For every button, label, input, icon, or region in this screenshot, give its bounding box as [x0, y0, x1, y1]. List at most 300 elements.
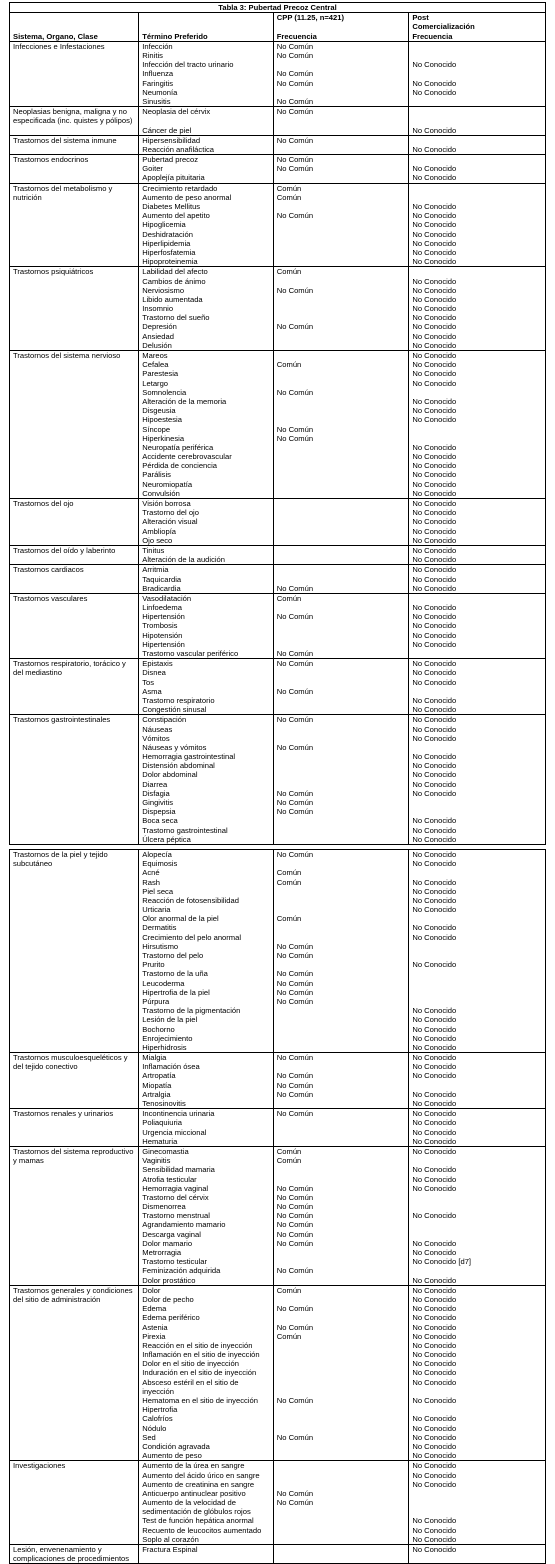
cpp-frequency	[277, 1405, 406, 1414]
cpp-frequency	[277, 1043, 406, 1052]
post-marketing-frequency: No Conocido	[412, 1089, 457, 1099]
post-marketing-heading: Post Comercialización	[409, 13, 546, 32]
preferred-term: Faringitis	[142, 78, 174, 88]
cpp-frequency	[277, 1099, 406, 1108]
post-marketing-frequency: No Conocido	[412, 849, 457, 859]
preferred-term: Reacción anafiláctica	[142, 144, 215, 154]
cpp-frequency	[277, 621, 406, 630]
post-marketing-frequency: No Conocido	[412, 1516, 457, 1526]
cpp-frequency	[277, 295, 406, 304]
post-marketing-frequency	[412, 425, 542, 434]
preferred-term	[142, 116, 270, 125]
preferred-term-cell	[139, 1545, 274, 1564]
preferred-term: Asma	[142, 686, 162, 696]
preferred-term: Trastorno del cérvix	[142, 1192, 209, 1202]
preferred-term: Delusión	[142, 340, 172, 350]
post-marketing-frequency-cell	[409, 1109, 546, 1147]
preferred-term: Aumento de peso anormal	[142, 192, 232, 202]
post-marketing-frequency: No Conocido	[412, 144, 457, 154]
preferred-term: Alteración visual	[142, 517, 198, 527]
post-marketing-frequency: No Conocido	[412, 932, 457, 942]
post-marketing-frequency: No Conocido	[412, 1127, 457, 1137]
cpp-frequency: No Común	[276, 1220, 314, 1230]
cpp-frequency	[277, 304, 406, 313]
cpp-frequency	[277, 1006, 406, 1015]
preferred-term: Aumento del apetito	[142, 211, 210, 221]
cpp-frequency	[277, 640, 406, 649]
preferred-term: Rash	[142, 877, 160, 887]
preferred-term-cell	[139, 267, 274, 351]
post-marketing-frequency	[412, 997, 542, 1006]
cpp-frequency	[277, 1313, 406, 1322]
cpp-frequency: No Común	[276, 51, 314, 60]
preferred-term: Hematuria	[142, 1136, 178, 1146]
preferred-term: Feminización adquirida	[142, 1266, 221, 1276]
post-marketing-frequency: No Conocido	[412, 1165, 457, 1175]
preferred-term: Hiperkinesia	[142, 433, 185, 443]
cpp-frequency	[277, 277, 406, 286]
post-marketing-frequency: No Conocido	[412, 238, 457, 248]
post-marketing-frequency	[412, 1202, 542, 1211]
post-marketing-frequency: No Conocido	[412, 639, 457, 649]
preferred-term: Ansiedad	[142, 331, 174, 341]
cpp-frequency: No Común	[276, 941, 314, 951]
preferred-term: Accidente cerebrovascular	[142, 452, 232, 462]
preferred-term: Influenza	[142, 69, 174, 79]
post-marketing-frequency-cell	[409, 351, 546, 499]
table-row	[10, 183, 546, 267]
table-row	[10, 1461, 546, 1545]
post-marketing-frequency: No Conocido	[412, 202, 457, 211]
post-frequency-heading: Frecuencia	[409, 32, 546, 42]
cpp-frequency	[277, 770, 406, 779]
preferred-term: Congestión sinusal	[142, 705, 207, 715]
cpp-frequency	[277, 1414, 406, 1423]
cpp-frequency: No Común	[276, 387, 314, 397]
post-marketing-frequency: No Conocido	[412, 276, 457, 286]
cpp-frequency-cell	[273, 659, 409, 715]
post-marketing-frequency	[412, 1507, 542, 1516]
post-marketing-frequency	[412, 434, 542, 443]
cpp-frequency	[277, 1341, 406, 1350]
post-marketing-frequency: No Conocido	[412, 788, 457, 798]
preferred-term: Disgeusia	[142, 406, 176, 416]
preferred-term: Neoplasia del cérvix	[142, 107, 211, 117]
preferred-term: Letargo	[142, 378, 169, 388]
preferred-term: Trastorno testicular	[142, 1257, 207, 1267]
post-marketing-frequency-cell	[409, 1053, 546, 1109]
system-organ-class: Neoplasias benigna, maligna y no especificada (inc. quistes y pólipos)	[10, 107, 139, 136]
post-marketing-frequency: No Conocido	[412, 705, 457, 715]
system-organ-class: Infecciones e Infestaciones	[10, 41, 139, 106]
post-marketing-frequency: No Conocido	[412, 508, 457, 518]
preferred-term: Trastorno respiratorio	[142, 695, 215, 705]
preferred-term: Náuseas	[142, 724, 173, 734]
preferred-term: Hiperhidrosis	[142, 1042, 187, 1052]
cpp-frequency: No Común	[276, 996, 314, 1006]
post-marketing-frequency: No Conocido	[412, 1033, 457, 1043]
preferred-term: Absceso estéril en el sitio de	[142, 1377, 239, 1387]
post-marketing-frequency: No Conocido	[412, 229, 457, 239]
preferred-term: Trastorno vascular periférico	[142, 649, 239, 658]
cpp-frequency	[277, 480, 406, 489]
post-marketing-frequency	[412, 184, 542, 193]
preferred-term: Trastorno gastrointestinal	[142, 825, 228, 835]
cpp-frequency-cell	[273, 1109, 409, 1147]
preferred-term: Mareos	[142, 351, 168, 360]
preferred-term: Boca seca	[142, 816, 178, 826]
post-marketing-frequency-cell	[409, 565, 546, 594]
post-marketing-frequency	[412, 649, 542, 658]
preferred-term: Mialgia	[142, 1053, 167, 1063]
post-marketing-frequency: No Conocido	[412, 1461, 457, 1471]
post-marketing-frequency: No Conocido	[412, 555, 457, 565]
post-marketing-frequency: No Conocido	[412, 724, 457, 734]
post-marketing-frequency: No Conocido	[412, 488, 457, 498]
preferred-term: Hipoproteinemia	[142, 257, 198, 267]
cpp-frequency: No Común	[276, 1488, 314, 1498]
cpp-frequency-cell	[273, 41, 409, 106]
preferred-term: Infección	[142, 41, 173, 51]
preferred-term: Recuento de leucocitos aumentado	[142, 1525, 262, 1535]
post-marketing-frequency: No Conocido	[412, 479, 457, 489]
post-marketing-frequency: No Conocido	[412, 1118, 457, 1128]
post-marketing-frequency-cell	[409, 41, 546, 106]
system-organ-class: Trastornos del sistema inmune	[10, 135, 139, 154]
preferred-term: sedimentación de glóbulos rojos	[142, 1507, 251, 1517]
cpp-frequency	[277, 1257, 406, 1266]
cpp-frequency: No Común	[276, 715, 314, 725]
post-marketing-frequency: No Conocido	[412, 733, 457, 743]
preferred-term: Acné	[142, 868, 160, 878]
system-organ-class: Trastornos del oído y laberinto	[10, 545, 139, 564]
cpp-frequency: No Común	[276, 987, 314, 997]
preferred-term-cell	[139, 41, 274, 106]
preferred-term: Artropatía	[142, 1071, 176, 1081]
preferred-term: Ojo seco	[142, 535, 173, 545]
cpp-frequency	[277, 517, 406, 526]
system-organ-class: Trastornos musculoesqueléticos y del tejido conectivo	[10, 1053, 139, 1109]
cpp-frequency	[277, 1295, 406, 1304]
post-marketing-frequency: No Conocido	[412, 574, 457, 584]
cpp-frequency	[277, 1378, 406, 1387]
post-marketing-frequency: No Conocido	[412, 1109, 457, 1119]
table-row	[10, 267, 546, 351]
cpp-frequency-cell	[273, 183, 409, 267]
preferred-term: Diabetes Mellitus	[142, 202, 201, 211]
cpp-frequency-cell	[273, 849, 409, 1052]
preferred-term: Parálisis	[142, 470, 171, 480]
cpp-frequency: No Común	[276, 285, 314, 295]
cpp-frequency	[277, 461, 406, 470]
cpp-frequency	[277, 1034, 406, 1043]
preferred-term: Bochorno	[142, 1024, 175, 1034]
post-marketing-frequency: No Conocido	[412, 517, 457, 527]
post-marketing-frequency: No Conocido	[412, 1071, 457, 1081]
post-marketing-frequency: No Conocido	[412, 415, 457, 425]
post-marketing-frequency: No Conocido	[412, 442, 457, 452]
cpp-frequency	[277, 239, 406, 248]
cpp-frequency: No Común	[276, 1109, 314, 1119]
post-marketing-frequency: No Conocido	[412, 1525, 457, 1535]
term-column-heading: Término Preferido	[139, 32, 274, 42]
post-marketing-frequency: No Conocido	[412, 1313, 457, 1323]
post-marketing-frequency: No Conocido	[412, 770, 457, 780]
preferred-term: Libido aumentada	[142, 294, 203, 304]
cpp-frequency: No Común	[276, 155, 314, 165]
cpp-frequency	[277, 145, 406, 154]
preferred-term: Urgencia miccional	[142, 1127, 207, 1137]
cpp-frequency	[277, 1175, 406, 1184]
post-marketing-frequency: No Conocido	[412, 612, 457, 622]
preferred-term: Neuropatía periférica	[142, 442, 214, 452]
cpp-frequency-cell	[273, 1461, 409, 1545]
preferred-term: Induración en el sitio de inyección	[142, 1368, 257, 1378]
preferred-term: Dolor de pecho	[142, 1294, 194, 1304]
cpp-frequency	[277, 1165, 406, 1174]
post-marketing-frequency: No Conocido	[412, 285, 457, 295]
post-marketing-frequency: No Conocido	[412, 304, 457, 314]
cpp-frequency-cell	[273, 155, 409, 184]
cpp-frequency	[277, 859, 406, 868]
post-marketing-frequency: No Conocido	[412, 396, 457, 406]
post-marketing-frequency	[412, 1266, 542, 1275]
post-marketing-frequency: No Conocido	[412, 895, 457, 905]
table-row	[10, 715, 546, 845]
cpp-frequency	[277, 555, 406, 564]
post-marketing-frequency	[412, 1230, 542, 1239]
preferred-term: Vómitos	[142, 733, 170, 743]
preferred-term: Linfoedema	[142, 603, 182, 613]
system-organ-class: Trastornos de la piel y tejido subcutáneo	[10, 849, 139, 1052]
post-marketing-frequency: No Conocido	[412, 1359, 457, 1369]
cpp-frequency	[277, 173, 406, 182]
post-marketing-frequency: No Conocido	[412, 164, 457, 174]
preferred-term: Ginecomastia	[142, 1146, 189, 1156]
preferred-term: Incontinencia urinaria	[142, 1109, 215, 1119]
table-row	[10, 155, 546, 184]
post-marketing-frequency: No Conocido	[412, 1479, 457, 1489]
post-marketing-frequency: No Conocido	[412, 1015, 457, 1025]
preferred-term: Alteración de la audición	[142, 555, 226, 565]
post-marketing-frequency	[412, 69, 542, 78]
cpp-frequency	[277, 1015, 406, 1024]
cpp-frequency: No Común	[276, 1498, 314, 1508]
post-marketing-frequency: No Conocido	[412, 499, 457, 508]
post-marketing-frequency: No Conocido	[412, 583, 457, 593]
cpp-frequency	[277, 725, 406, 734]
cpp-frequency-cell	[273, 565, 409, 594]
preferred-term-cell	[139, 565, 274, 594]
post-marketing-frequency: No Conocido	[412, 1534, 457, 1544]
preferred-term: Cambios de ánimo	[142, 276, 206, 286]
post-marketing-frequency	[412, 107, 542, 116]
cpp-frequency: Común	[276, 868, 302, 878]
post-marketing-frequency	[412, 798, 542, 807]
cpp-frequency: No Común	[276, 1071, 314, 1081]
post-marketing-frequency: No Conocido	[412, 565, 457, 575]
post-marketing-frequency: No Conocido	[412, 1006, 457, 1016]
preferred-term: Aumento de la úrea en sangre	[142, 1461, 245, 1471]
cpp-frequency	[277, 1507, 406, 1516]
preferred-term: Infección del tracto urinario	[142, 60, 234, 70]
preferred-term-cell	[139, 1461, 274, 1545]
post-marketing-frequency: No Conocido	[412, 1322, 457, 1332]
preferred-term: Hipoestesia	[142, 415, 182, 425]
preferred-term: Gingivitis	[142, 798, 174, 807]
post-marketing-frequency: No Conocido	[412, 1285, 457, 1295]
cpp-frequency	[277, 499, 406, 508]
preferred-term: Pirexia	[142, 1331, 166, 1341]
post-marketing-frequency: No Conocido	[412, 779, 457, 789]
preferred-term: Sed	[142, 1432, 156, 1442]
table-row	[10, 1146, 546, 1285]
cpp-frequency	[277, 60, 406, 69]
post-marketing-frequency: No Conocido	[412, 322, 457, 332]
cpp-frequency: No Común	[276, 659, 314, 669]
post-marketing-frequency	[412, 116, 542, 125]
post-marketing-frequency-cell	[409, 183, 546, 267]
table-row	[10, 593, 546, 658]
preferred-term: Constipación	[142, 715, 187, 725]
cpp-frequency	[277, 230, 406, 239]
post-marketing-frequency-cell	[409, 135, 546, 154]
cpp-frequency	[277, 1535, 406, 1544]
post-marketing-frequency: No Conocido	[412, 1099, 457, 1108]
post-marketing-frequency	[412, 1193, 542, 1202]
preferred-term: Bradicardia	[142, 583, 181, 593]
post-marketing-frequency	[412, 267, 542, 276]
preferred-term: inyección	[142, 1386, 174, 1396]
preferred-term: Inflamación ósea	[142, 1062, 200, 1072]
post-marketing-frequency: No Conocido	[412, 257, 457, 267]
preferred-term-cell	[139, 107, 274, 136]
cpp-frequency-cell	[273, 1146, 409, 1285]
preferred-term: Trastorno de la uña	[142, 969, 208, 979]
post-marketing-frequency: No Conocido	[412, 668, 457, 678]
system-organ-class: Trastornos cardiacos	[10, 565, 139, 594]
cpp-frequency	[277, 88, 406, 97]
preferred-term: Trastorno del pelo	[142, 951, 204, 960]
post-marketing-frequency	[412, 1220, 542, 1229]
preferred-term: Hipertrofia de la piel	[142, 987, 210, 997]
cpp-frequency: No Común	[276, 424, 314, 434]
cpp-frequency: No Común	[276, 164, 314, 174]
post-marketing-frequency: No Conocido	[412, 406, 457, 416]
cpp-frequency: No Común	[276, 1229, 314, 1239]
cpp-frequency-cell	[273, 1285, 409, 1461]
post-marketing-frequency-cell	[409, 659, 546, 715]
cpp-frequency: No Común	[276, 322, 314, 332]
cpp-frequency: No Común	[276, 78, 314, 88]
post-marketing-frequency-cell	[409, 107, 546, 136]
preferred-term-cell	[139, 155, 274, 184]
cpp-frequency	[277, 826, 406, 835]
system-organ-class: Lesión, envenenamiento y complicaciones de procedimientos	[10, 1545, 139, 1564]
cpp-frequency	[277, 603, 406, 612]
preferred-term: Alopecía	[142, 849, 172, 859]
post-marketing-frequency	[412, 388, 542, 397]
post-marketing-frequency-cell	[409, 593, 546, 658]
cpp-frequency	[277, 415, 406, 424]
preferred-term-cell	[139, 1053, 274, 1109]
post-marketing-frequency	[412, 942, 542, 951]
preferred-term: Edema periférico	[142, 1313, 200, 1323]
cpp-frequency	[277, 536, 406, 545]
post-marketing-frequency: No Conocido	[412, 378, 457, 388]
post-marketing-frequency: No Conocido	[412, 1275, 457, 1285]
preferred-term: Visión borrosa	[142, 499, 191, 508]
cpp-frequency: Común	[276, 1285, 302, 1295]
post-marketing-frequency: No Conocido	[412, 1414, 457, 1424]
cpp-frequency	[277, 1118, 406, 1127]
preferred-term: Trastorno del ojo	[142, 508, 199, 518]
preferred-term: Distensión abdominal	[142, 761, 215, 771]
post-marketing-frequency: No Conocido	[412, 340, 457, 350]
cpp-frequency: No Común	[276, 135, 314, 145]
cpp-frequency: No Común	[276, 1432, 314, 1442]
preferred-term: Úlcera péptica	[142, 834, 191, 844]
cpp-frequency	[277, 546, 406, 555]
cpp-frequency: Común	[276, 360, 302, 370]
table-row	[10, 1285, 546, 1461]
post-marketing-frequency: No Conocido	[412, 1304, 457, 1314]
cpp-frequency	[277, 1471, 406, 1480]
preferred-term: Disnea	[142, 668, 166, 678]
preferred-term: Neumonía	[142, 87, 178, 97]
preferred-term-cell	[139, 1146, 274, 1285]
cpp-frequency	[277, 1137, 406, 1146]
cpp-frequency	[277, 631, 406, 640]
cpp-frequency: Común	[276, 1331, 302, 1341]
preferred-term: Púrpura	[142, 996, 170, 1006]
preferred-term: Goiter	[142, 164, 163, 174]
post-marketing-frequency	[412, 1498, 542, 1507]
preferred-term: Aumento del ácido úrico en sangre	[142, 1470, 260, 1480]
preferred-term: Pubertad precoz	[142, 155, 198, 165]
preferred-term: Hematoma en el sitio de inyección	[142, 1396, 258, 1405]
cpp-frequency: No Común	[276, 1053, 314, 1063]
preferred-term: Olor anormal de la piel	[142, 914, 219, 924]
preferred-term: Cáncer de piel	[142, 125, 192, 135]
preferred-term: Anticuerpo antinuclear positivo	[142, 1488, 246, 1498]
preferred-term: Calofríos	[142, 1414, 173, 1424]
cpp-frequency	[277, 527, 406, 536]
post-marketing-frequency: No Conocido	[412, 1432, 457, 1442]
preferred-term: Miopatía	[142, 1080, 172, 1090]
cpp-frequency	[277, 369, 406, 378]
cpp-frequency-cell	[273, 715, 409, 845]
cpp-frequency	[277, 1350, 406, 1359]
cpp-frequency-cell	[273, 267, 409, 351]
preferred-term: Aumento de peso	[142, 1451, 202, 1461]
post-marketing-frequency: No Conocido	[412, 220, 457, 230]
preferred-term: Trastorno de la pigmentación	[142, 1006, 241, 1016]
post-marketing-frequency: No Conocido	[412, 1238, 457, 1248]
cpp-frequency	[277, 257, 406, 266]
post-marketing-frequency	[412, 1405, 542, 1414]
preferred-term: Apoplejía pituitaria	[142, 173, 205, 183]
post-marketing-frequency-cell	[409, 499, 546, 546]
preferred-term: Metrorragia	[142, 1248, 182, 1257]
preferred-term: Astenia	[142, 1322, 168, 1332]
preferred-term-cell	[139, 593, 274, 658]
cpp-frequency: Común	[276, 1156, 302, 1166]
table-title-row	[10, 3, 546, 13]
cpp-frequency	[277, 332, 406, 341]
cpp-frequency: Común	[276, 877, 302, 887]
cpp-frequency: No Común	[276, 1202, 314, 1212]
